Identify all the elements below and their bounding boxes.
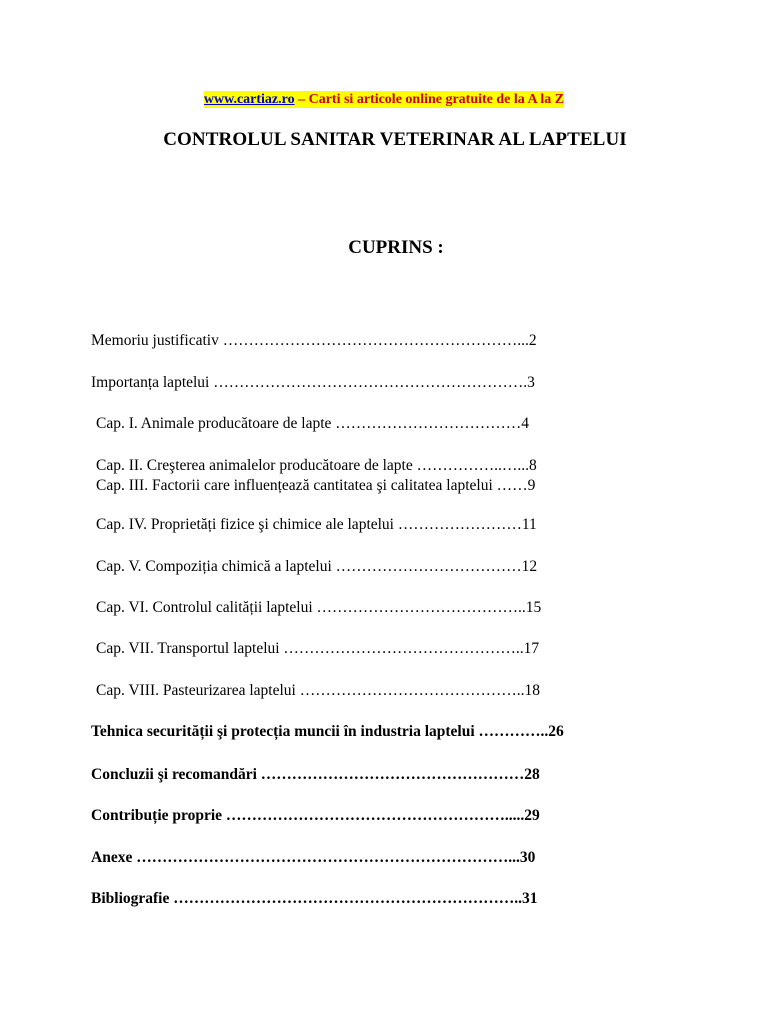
toc-entry-bibliografie: Bibliografie …………………………………………………………..31: [91, 890, 538, 907]
site-link[interactable]: www.cartiaz.ro: [203, 92, 295, 107]
toc-entry-cap-1: Cap. I. Animale producătoare de lapte ………………………………4: [96, 415, 530, 432]
toc-entry-cap-3: Cap. III. Factorii care influențează cantitatea şi calitatea laptelui ……9: [96, 477, 536, 494]
toc-entry-tehnica: Tehnica securității şi protecția muncii în industria laptelui …………..26: [91, 723, 564, 740]
toc-entry-cap-6: Cap. VI. Controlul calității laptelui …………………………………..15: [96, 599, 542, 616]
toc-entry-memoriu: Memoriu justificativ …………………………………………………...2: [91, 332, 537, 349]
toc-entry-cap-4: Cap. IV. Proprietăți fizice şi chimice ale laptelui ……………………11: [96, 516, 537, 533]
banner-highlight: [204, 91, 564, 108]
toc-entry-cap-5: Cap. V. Compoziția chimică a laptelui ………………………………12: [96, 558, 538, 575]
document-title: CONTROLUL SANITAR VETERINAR AL LAPTELUI: [163, 129, 627, 150]
toc-entry-importanta: Importanța laptelui …………………………………………………….3: [91, 374, 535, 391]
site-banner: [0, 91, 768, 109]
banner-tagline: – Carti si articole online gratuite de la A la Z: [294, 92, 565, 107]
toc-heading: CUPRINS :: [348, 237, 444, 258]
toc-entry-anexe: Anexe ………………………………………………………………...30: [91, 849, 536, 866]
toc-entry-contributie: Contribuție proprie ……………………………………………….....29: [91, 807, 540, 824]
toc-entry-cap-7: Cap. VII. Transportul laptelui ………………………………………..17: [96, 640, 540, 657]
toc-entry-cap-2: Cap. II. Creşterea animalelor producătoare de lapte ……………..…...8: [96, 457, 537, 474]
toc-entry-concluzii: Concluzii şi recomandări ……………………………………………28: [91, 766, 540, 783]
toc-entry-cap-8: Cap. VIII. Pasteurizarea laptelui ……………………………………..18: [96, 682, 540, 699]
